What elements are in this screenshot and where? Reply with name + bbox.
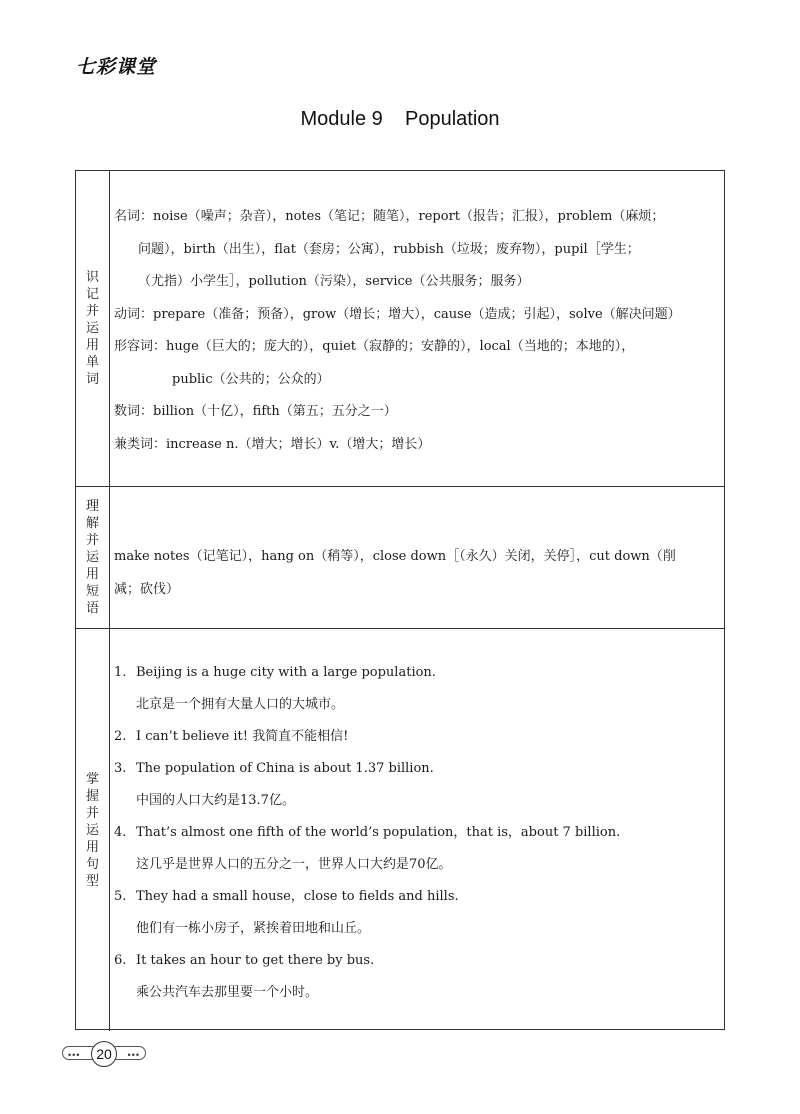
sentence-number: 6. <box>114 953 127 968</box>
sentence-number: 5. <box>114 889 127 904</box>
words-content <box>114 201 716 461</box>
sentence-number: 2. <box>114 729 127 744</box>
sentence-zh: 这几乎是世界人口的五分之一，世界人口大约是70亿。 <box>136 857 452 872</box>
page-number: 20 <box>91 1041 117 1067</box>
word-line: public（公共的；公众的） <box>172 371 330 387</box>
sentence-en: 3. The population of China is about 1.37 billion. <box>114 753 716 785</box>
brand-logo: 七彩课堂 <box>76 56 157 78</box>
sentence-en: 5. They had a small house，close to fields and hills. <box>114 881 716 913</box>
word-line: 数词：billion（十亿），fifth（第五；五分之一） <box>114 404 397 419</box>
phrase-line: make notes（记笔记），hang on（稍等），close down［（永久）关闭，关停］，cut down（削 <box>114 549 676 564</box>
sentence-zh: 中国的人口大约是13.7亿。 <box>136 793 295 808</box>
word-line: 形容词：huge（巨大的；庞大的），quiet（寂静的；安静的），local（当地的；本地的）， <box>114 339 635 354</box>
sentences-section <box>76 628 724 1031</box>
sentence-zh: 北京是一个拥有大量人口的大城市。 <box>136 697 345 712</box>
sentence-number: 1. <box>114 665 127 680</box>
page-footer <box>62 1043 146 1065</box>
word-line: 动词：prepare（准备；预备），grow（增长；增大），cause（造成；引起），solve（解决问题） <box>114 306 681 322</box>
sentence-number: 3. <box>114 761 127 776</box>
page-title: Module 9 Population <box>300 108 500 130</box>
dots-left: ••• <box>68 1050 81 1060</box>
word-line: 问题），birth（出生），flat（套房；公寓），rubbish（垃圾；废弃物），pupil［学生； <box>138 241 640 257</box>
phrases-section-label: 理解并运用短语 <box>76 487 110 628</box>
vocabulary-table <box>75 170 725 1030</box>
sentence-en: 6. It takes an hour to get there by bus. <box>114 945 716 977</box>
words-section <box>76 171 724 486</box>
word-line: 兼类词：increase n.（增大；增长）v.（增大；增长） <box>114 436 431 452</box>
sentences-section-label: 掌握并运用句型 <box>76 629 110 1031</box>
dots-right: ••• <box>127 1050 140 1060</box>
word-line: （尤指）小学生］，pollution（污染），service（公共服务；服务） <box>138 274 530 289</box>
sentence-number: 4. <box>114 825 127 840</box>
sentence-en: 1. Beijing is a huge city with a large population. <box>114 657 716 689</box>
phrase-line: 减；砍伐） <box>114 581 180 597</box>
sentence-en: 2. I can’t believe it! 我简直不能相信! <box>114 721 716 753</box>
sentence-zh: 他们有一栋小房子，紧挨着田地和山丘。 <box>136 921 371 936</box>
sentence-en: 4. That’s almost one fifth of the world’s population，that is，about 7 billion. <box>114 817 716 849</box>
word-line: 名词：noise（噪声；杂音），notes（笔记；随笔），report（报告；汇报），problem（麻烦； <box>114 209 665 224</box>
sentence-zh: 乘公共汽车去那里要一个小时。 <box>136 985 319 1000</box>
phrases-section <box>76 486 724 628</box>
sentences-content <box>114 657 716 1009</box>
words-section-label: 识记并运用单词 <box>76 171 110 486</box>
phrases-content <box>114 541 716 606</box>
